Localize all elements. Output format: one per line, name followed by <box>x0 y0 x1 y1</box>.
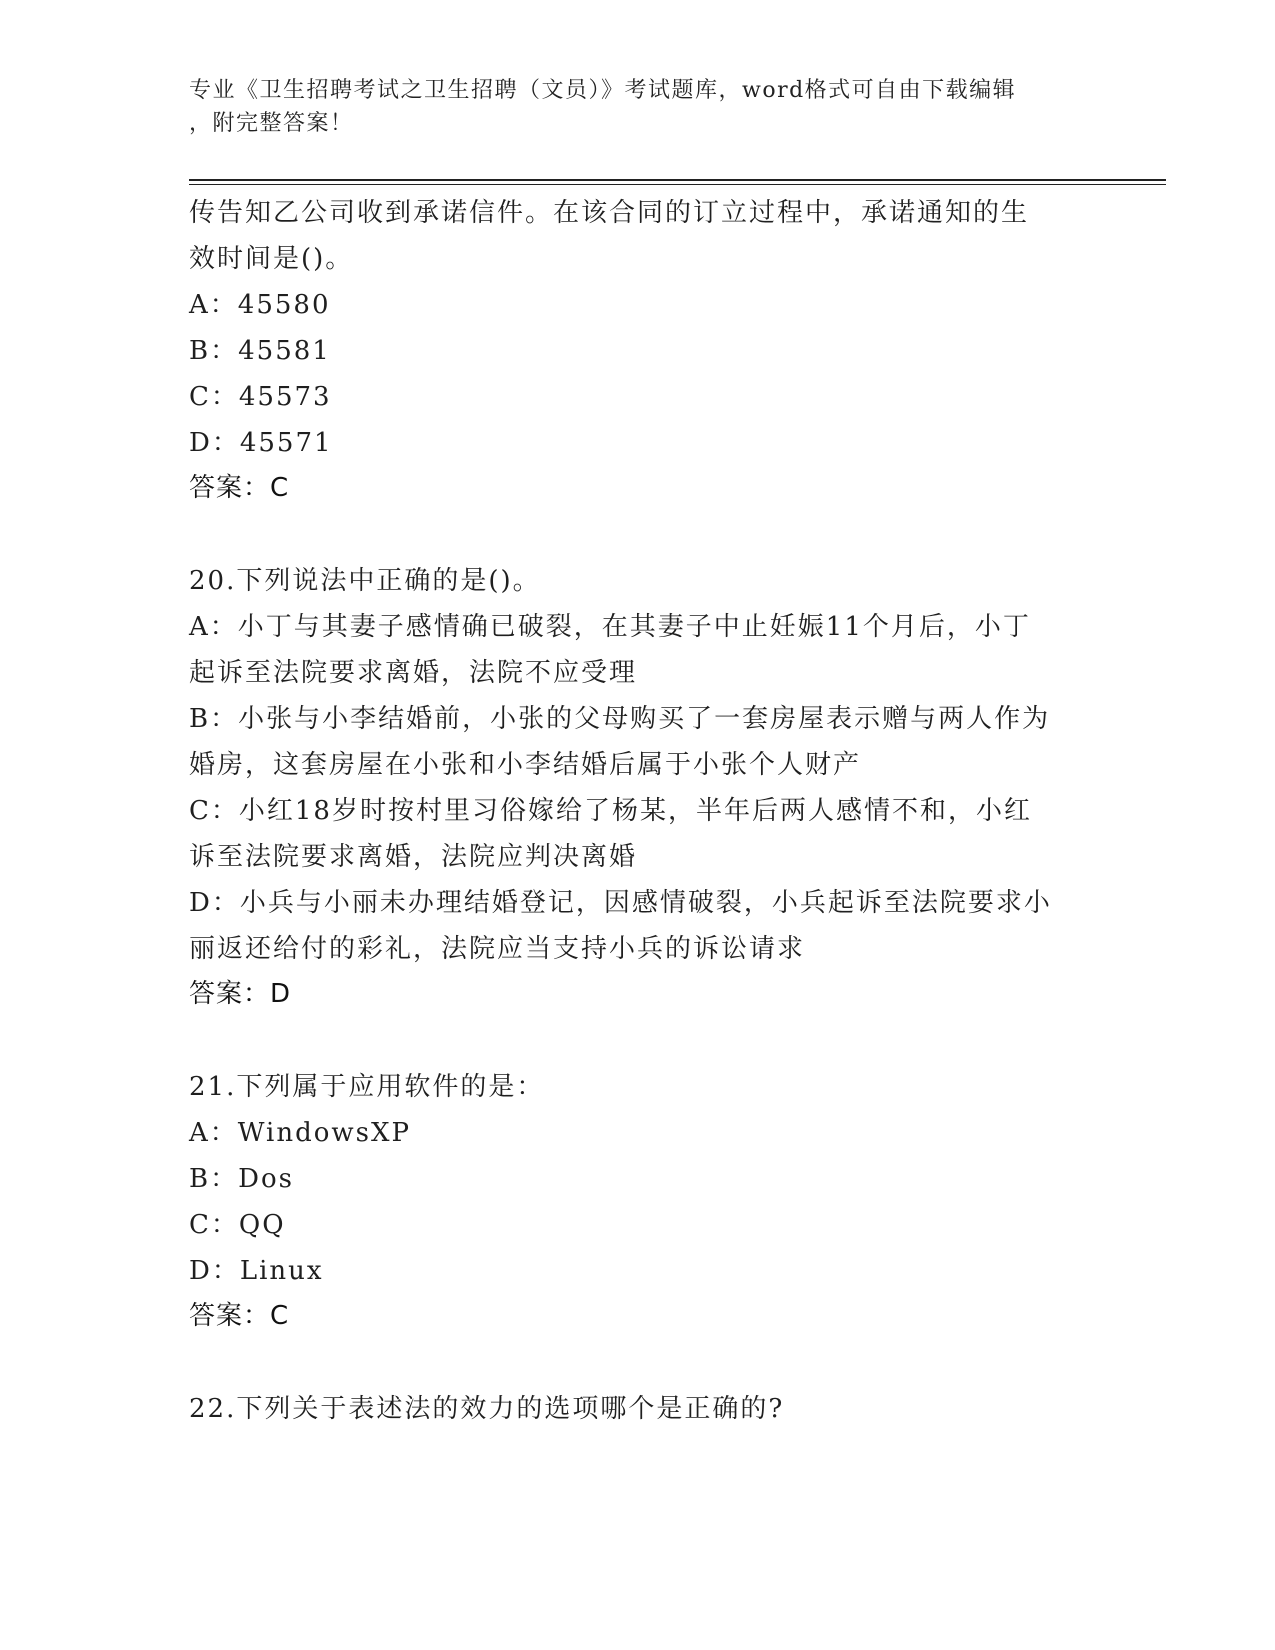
option-a: A：45580 <box>189 290 331 320</box>
option-d: D：Linux <box>189 1256 324 1286</box>
option-a-continued: 起诉至法院要求离婚，法院不应受理 <box>189 658 638 688</box>
question-stem-line: 效时间是()。 <box>189 244 354 274</box>
option-a: A：小丁与其妻子感情确已破裂，在其妻子中止妊娠11个月后，小丁 <box>189 612 1031 642</box>
option-c: C：45573 <box>189 382 332 412</box>
option-c: C：QQ <box>189 1210 286 1240</box>
document-header <box>189 74 1089 140</box>
question-19 <box>189 190 1089 510</box>
option-b: B：小张与小李结婚前，小张的父母购买了一套房屋表示赠与两人作为 <box>189 704 1051 734</box>
spacer <box>189 1338 1089 1386</box>
question-stem: 21.下列属于应用软件的是： <box>189 1072 545 1102</box>
answer-label: 答案：C <box>189 473 290 503</box>
question-stem: 22.下列关于表述法的效力的选项哪个是正确的? <box>189 1394 785 1424</box>
question-stem: 20.下列说法中正确的是()。 <box>189 566 541 596</box>
answer-label: 答案：C <box>189 1301 290 1331</box>
spacer <box>189 510 1089 558</box>
question-21 <box>189 1064 1089 1338</box>
question-22 <box>189 1386 1089 1432</box>
spacer <box>189 1016 1089 1064</box>
header-title-line-1: 专业《卫生招聘考试之卫生招聘（文员）》考试题库，word格式可自由下载编辑 <box>189 78 1017 103</box>
option-a: A：WindowsXP <box>189 1118 412 1148</box>
header-divider-thick <box>189 179 1166 181</box>
option-d-continued: 丽返还给付的彩礼，法院应当支持小兵的诉讼请求 <box>189 934 806 964</box>
option-b: B：Dos <box>189 1164 294 1194</box>
option-c-continued: 诉至法院要求离婚，法院应判决离婚 <box>189 842 638 872</box>
option-b: B：45581 <box>189 336 331 366</box>
option-d: D：45571 <box>189 428 333 458</box>
header-divider-thin <box>189 184 1166 185</box>
question-20 <box>189 558 1089 1016</box>
header-title-line-2: ，附完整答案！ <box>189 111 354 136</box>
option-c: C：小红18岁时按村里习俗嫁给了杨某，半年后两人感情不和，小红 <box>189 796 1032 826</box>
answer-label: 答案：D <box>189 979 292 1009</box>
option-d: D：小兵与小丽未办理结婚登记，因感情破裂，小兵起诉至法院要求小 <box>189 888 1052 918</box>
question-list <box>189 190 1089 1432</box>
option-b-continued: 婚房，这套房屋在小张和小李结婚后属于小张个人财产 <box>189 750 862 780</box>
question-stem-line: 传告知乙公司收到承诺信件。在该合同的订立过程中，承诺通知的生 <box>189 198 1030 228</box>
